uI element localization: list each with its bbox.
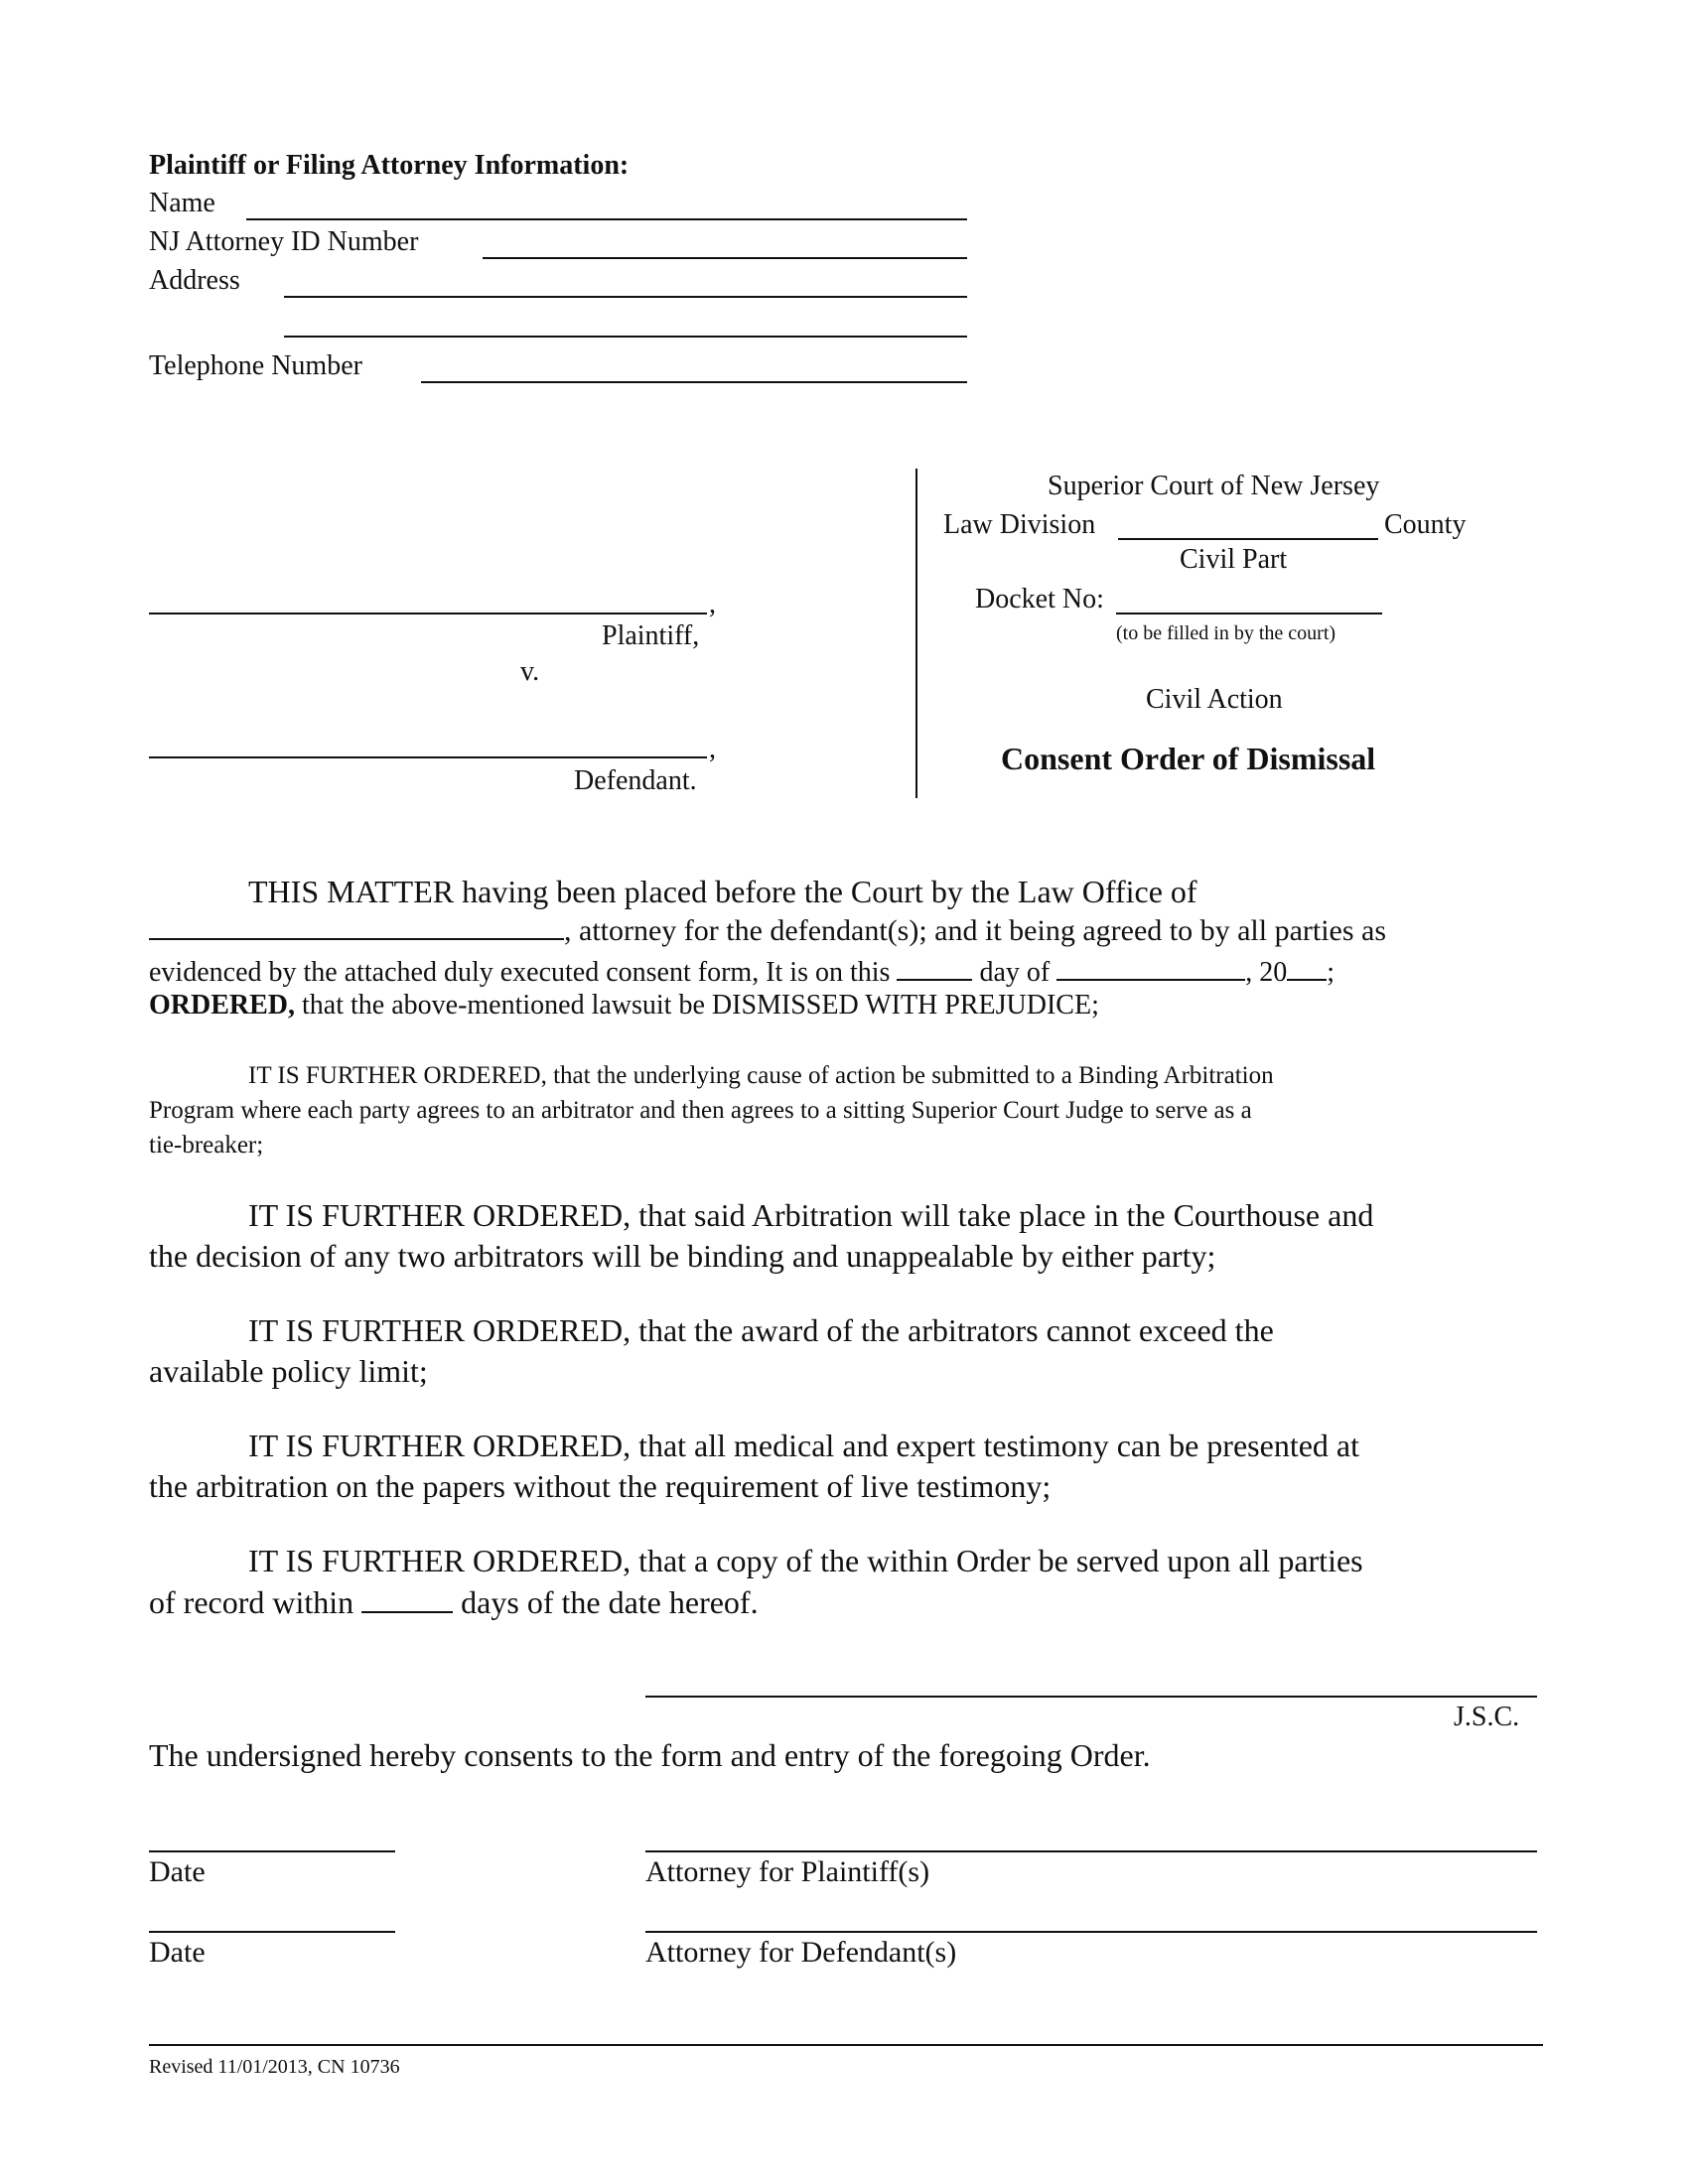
revision-note: Revised 11/01/2013, CN 10736 bbox=[149, 2056, 400, 2078]
p3-line2: the decision of any two arbitrators will be binding and unappealable by either party; bbox=[149, 1238, 1216, 1274]
court-name: Superior Court of New Jersey bbox=[1048, 471, 1380, 501]
county-label: County bbox=[1384, 509, 1467, 540]
p6-line2-text: of record within bbox=[149, 1584, 354, 1620]
p1-line2-text: , attorney for the defendant(s); and it being agreed to by all parties as bbox=[564, 914, 1387, 947]
name-field[interactable] bbox=[246, 218, 967, 220]
year-suffix: ; bbox=[1327, 957, 1335, 988]
p1-line3-text: evidenced by the attached duly executed consent form, It is on this bbox=[149, 957, 891, 988]
year-prefix: , 20 bbox=[1245, 957, 1288, 988]
p2-line1: IT IS FURTHER ORDERED, that the underlying cause of action be submitted to a Binding Arbitration bbox=[248, 1062, 1274, 1089]
defendant-attorney-signature-line[interactable] bbox=[645, 1931, 1537, 1933]
plaintiff-label: Plaintiff, bbox=[602, 620, 700, 651]
plaintiff-date-line[interactable] bbox=[149, 1850, 395, 1852]
days-field[interactable] bbox=[361, 1581, 453, 1613]
ordered-label: ORDERED, bbox=[149, 990, 296, 1021]
docket-label: Docket No: bbox=[975, 584, 1104, 614]
footer-rule bbox=[149, 2044, 1543, 2046]
name-label: Name bbox=[149, 188, 215, 218]
telephone-field[interactable] bbox=[421, 381, 967, 383]
p1-line3 bbox=[149, 953, 1529, 990]
p2-line3: tie-breaker; bbox=[149, 1132, 264, 1159]
civil-part: Civil Part bbox=[1180, 544, 1288, 575]
defendant-name-field[interactable] bbox=[149, 756, 707, 758]
law-office-field[interactable] bbox=[149, 912, 564, 940]
p3-line1: IT IS FURTHER ORDERED, that said Arbitration will take place in the Courthouse and bbox=[248, 1197, 1374, 1233]
plaintiff-attorney-signature-line[interactable] bbox=[645, 1850, 1537, 1852]
p1-line4-text: that the above-mentioned lawsuit be DISMISSED WITH PREJUDICE; bbox=[295, 990, 1099, 1021]
plaintiff-attorney-label: Attorney for Plaintiff(s) bbox=[645, 1855, 930, 1888]
county-field[interactable] bbox=[1118, 538, 1378, 540]
day-field[interactable] bbox=[897, 953, 972, 981]
defendant-label: Defendant. bbox=[574, 765, 697, 796]
division-label: Law Division bbox=[943, 509, 1096, 540]
plaintiff-name-field[interactable] bbox=[149, 613, 707, 614]
defendant-date-line[interactable] bbox=[149, 1931, 395, 1933]
p1-line4 bbox=[149, 989, 1529, 1023]
p6-line1: IT IS FURTHER ORDERED, that a copy of the within Order be served upon all parties bbox=[248, 1543, 1363, 1578]
caption-divider bbox=[915, 469, 917, 798]
p1-line2 bbox=[149, 912, 1529, 948]
address-label: Address bbox=[149, 265, 240, 296]
attorney-id-field[interactable] bbox=[483, 257, 967, 259]
p6-line2 bbox=[149, 1581, 1529, 1622]
p4-line2: available policy limit; bbox=[149, 1353, 428, 1389]
p6-line2-rest: days of the date hereof. bbox=[461, 1584, 759, 1620]
docket-note: (to be filled in by the court) bbox=[1116, 622, 1336, 644]
p5-line2: the arbitration on the papers without the requirement of live testimony; bbox=[149, 1468, 1052, 1504]
docket-field[interactable] bbox=[1116, 613, 1382, 614]
defendant-date-label: Date bbox=[149, 1936, 206, 1969]
civil-action: Civil Action bbox=[1146, 684, 1283, 715]
judge-signature-line[interactable] bbox=[645, 1696, 1537, 1698]
year-field[interactable] bbox=[1287, 953, 1327, 981]
telephone-label: Telephone Number bbox=[149, 350, 362, 381]
defendant-comma: , bbox=[709, 734, 716, 764]
defendant-attorney-label: Attorney for Defendant(s) bbox=[645, 1936, 957, 1969]
address-field-line1[interactable] bbox=[284, 296, 967, 298]
month-field[interactable] bbox=[1056, 953, 1245, 981]
day-of-label: day of bbox=[979, 957, 1051, 988]
address-field-line2[interactable] bbox=[284, 336, 967, 338]
jsc-label: J.S.C. bbox=[1454, 1702, 1520, 1732]
attorney-id-label: NJ Attorney ID Number bbox=[149, 226, 419, 257]
p5-line1: IT IS FURTHER ORDERED, that all medical and expert testimony can be presented at bbox=[248, 1428, 1359, 1463]
p1-line1: THIS MATTER having been placed before the Court by the Law Office of bbox=[248, 874, 1197, 909]
plaintiff-date-label: Date bbox=[149, 1855, 206, 1888]
versus-label: v. bbox=[520, 656, 540, 687]
p2-line2: Program where each party agrees to an arbitrator and then agrees to a sitting Superior Court Judge to serve as a bbox=[149, 1097, 1252, 1124]
plaintiff-comma: , bbox=[709, 589, 716, 619]
document-title: Consent Order of Dismissal bbox=[1001, 741, 1376, 776]
p4-line1: IT IS FURTHER ORDERED, that the award of the arbitrators cannot exceed the bbox=[248, 1312, 1274, 1348]
consent-statement: The undersigned hereby consents to the form and entry of the foregoing Order. bbox=[149, 1737, 1151, 1773]
filer-heading: Plaintiff or Filing Attorney Information: bbox=[149, 150, 630, 181]
